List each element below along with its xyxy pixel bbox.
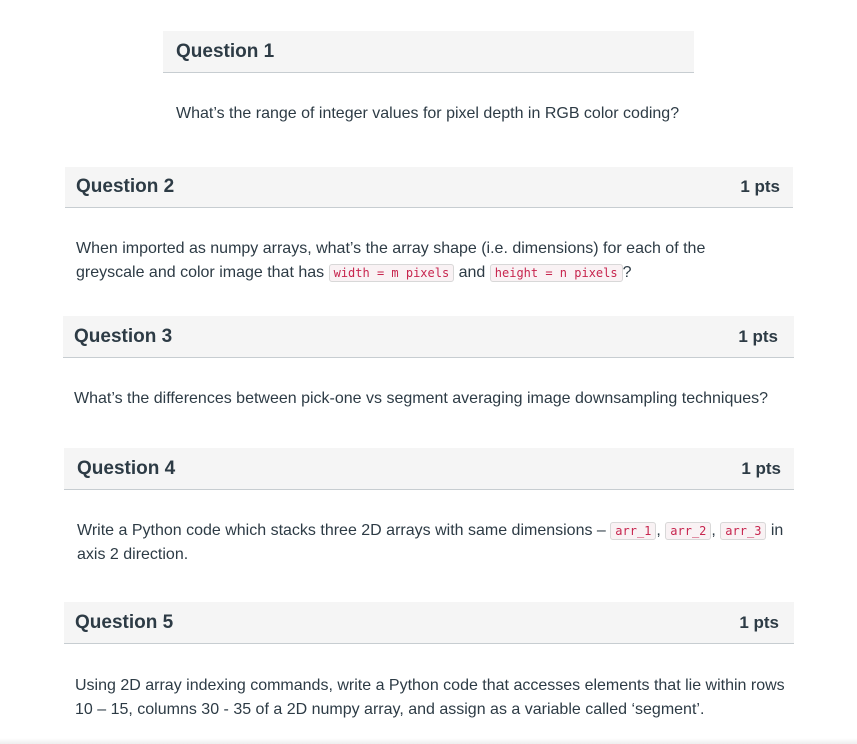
arr-3-code: arr_3 (720, 522, 766, 540)
question-4-header (64, 448, 794, 490)
question-3-title: Question 3 (74, 325, 173, 347)
width-code: width = m pixels (329, 264, 455, 282)
question-3-text (74, 387, 794, 411)
question-1-prompt: What’s the range of integer values for pixel depth in RGB color coding? (176, 105, 680, 122)
question-4-title: Question 4 (77, 457, 176, 479)
question-2-points: 1 pts (740, 177, 780, 196)
question-5-text (75, 674, 787, 722)
question-5-points: 1 pts (739, 612, 779, 632)
separator-2: , (711, 522, 721, 539)
question-2-title: Question 2 (76, 176, 175, 197)
question-2-prompt-mid: and (454, 264, 490, 281)
question-4-points: 1 pts (741, 458, 781, 478)
question-5-header (64, 602, 794, 644)
question-2-prompt-end: ? (622, 264, 632, 281)
question-4-text (77, 519, 787, 567)
question-2-header (65, 167, 793, 208)
question-1-text (176, 102, 696, 126)
arr-2-code: arr_2 (665, 522, 711, 540)
question-5-title: Question 5 (75, 611, 174, 633)
question-1-title: Question 1 (176, 40, 275, 62)
height-code: height = n pixels (490, 264, 623, 282)
question-5-prompt: Using 2D array indexing commands, write a Python code that accesses elements that lie within rows 10 – 15, columns 30 - 35 of a 2D numpy array, and assign as a variable called ‘segment’. (75, 677, 785, 718)
question-1-header (163, 31, 694, 73)
question-4-prompt-start: Write a Python code which stacks three 2D arrays with same dimensions – (77, 522, 611, 539)
arr-1-code: arr_1 (610, 522, 656, 540)
question-3-points: 1 pts (738, 326, 778, 346)
question-2-text (76, 237, 776, 285)
question-4-prompt-end: in axis 2 direction. (77, 522, 784, 563)
question-2-prompt-start: When imported as numpy arrays, what’s the array shape (i.e. dimensions) for each of the greyscale and color image that has (76, 240, 706, 281)
separator-1: , (656, 522, 666, 539)
page-bottom-edge (0, 738, 857, 744)
question-3-header (63, 316, 794, 358)
question-3-prompt: What’s the differences between pick-one vs segment averaging image downsampling techniques? (74, 390, 769, 407)
